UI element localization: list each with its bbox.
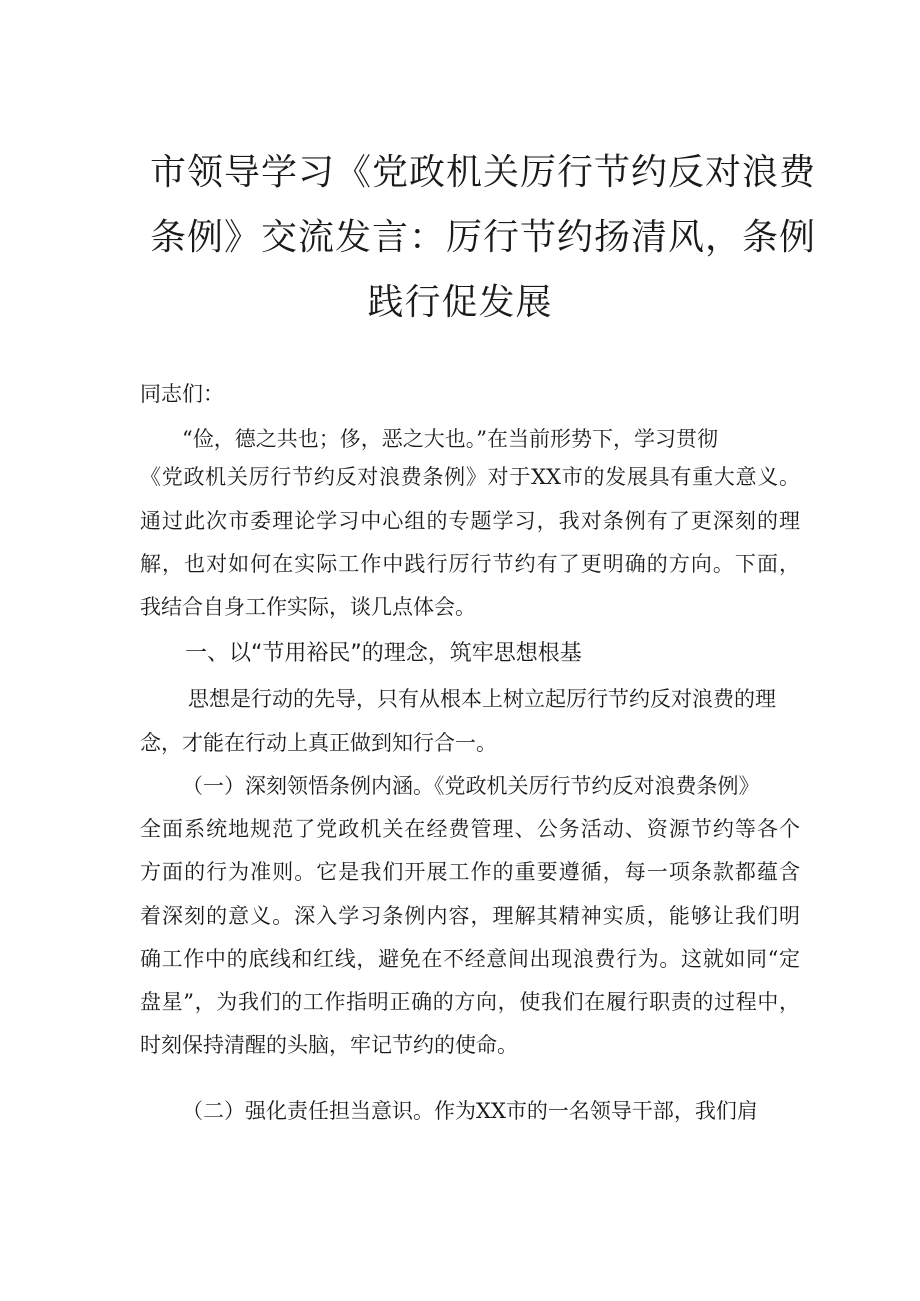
subsection-line: （一）深刻领悟条例内涵。《党政机关厉行节约反对浪费条例》 <box>182 774 760 798</box>
subsection-line: （二）强化责任担当意识。作为XX市的一名领导干部，我们肩 <box>182 1099 758 1123</box>
intro-line: 我结合自身工作实际，谈几点体会。 <box>140 595 476 619</box>
salutation: 同志们： <box>140 382 224 406</box>
section-intro-line: 念，才能在行动上真正做到知行合一。 <box>140 731 497 755</box>
section-intro-line: 思想是行动的先导，只有从根本上树立起厉行节约反对浪费的理 <box>188 687 776 711</box>
document-title <box>150 140 817 335</box>
subsection-line: 时刻保持清醒的头脑，牢记节约的使命。 <box>140 1033 518 1057</box>
subsection-line: 着深刻的意义。深入学习条例内容，理解其精神实质，能够让我们明 <box>140 904 800 928</box>
intro-line: 解，也对如何在实际工作中践行厉行节约有了更明确的方向。下面， <box>140 552 800 576</box>
title-line: 市领导学习《党政机关厉行节约反对浪费 <box>150 152 817 193</box>
title-line: 条例》交流发言：厉行节约扬清风，条例 <box>150 217 817 258</box>
section-heading: 一、以“节用裕民”的理念，筑牢思想根基 <box>185 641 582 666</box>
subsection-line: 盘星”，为我们的工作指明正确的方向，使我们在履行职责的过程中， <box>140 990 800 1014</box>
title-line: 践行促发展 <box>367 282 553 323</box>
intro-line: 《党政机关厉行节约反对浪费条例》对于XX市的发展具有重大意义。 <box>140 465 800 489</box>
subsection-line: 确工作中的底线和红线，避免在不经意间出现浪费行为。这就如同“定 <box>140 947 800 971</box>
subsection-line: 全面系统地规范了党政机关在经费管理、公务活动、资源节约等各个 <box>140 817 800 841</box>
intro-line: 通过此次市委理论学习中心组的专题学习，我对条例有了更深刻的理 <box>140 509 800 533</box>
subsection-line: 方面的行为准则。它是我们开展工作的重要遵循，每一项条款都蕴含 <box>140 860 800 884</box>
intro-line: “俭，德之共也；侈，恶之大也。”在当前形势下，学习贯彻 <box>182 427 718 451</box>
